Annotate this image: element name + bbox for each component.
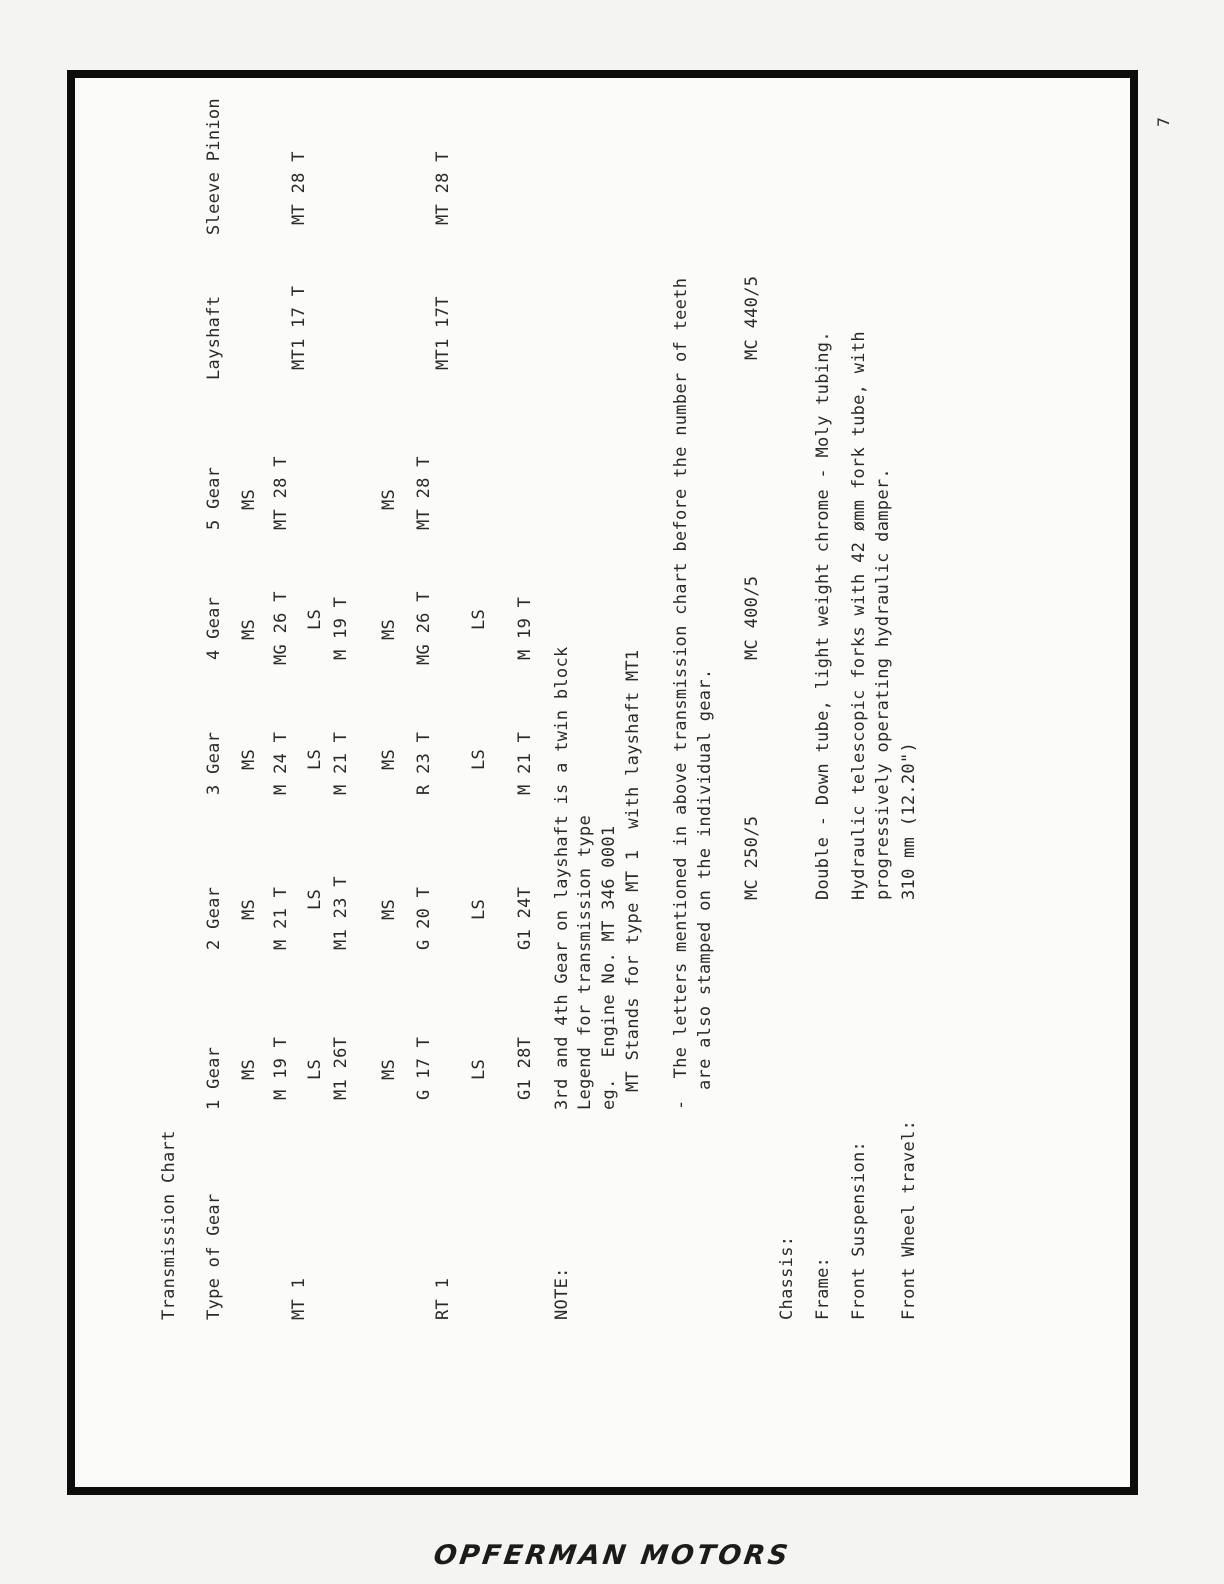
rotated-document-content <box>159 100 919 1320</box>
mt1-4-gear-teeth: MG 26 T <box>271 591 291 665</box>
frame-value: Double - Down tube, light weight chrome - Moly tubing. <box>813 331 833 900</box>
mt1-2-gear-ms: MS <box>239 898 259 920</box>
rt1-sleeve-pinion: MT 28 T <box>433 151 453 225</box>
frame-label: Frame: <box>813 1256 833 1320</box>
rt1-4-gear-ls-teeth: M 19 T <box>515 596 535 660</box>
mt1-2-gear-ls-teeth: M1 23 T <box>331 876 351 950</box>
page-number: 7 <box>1154 116 1173 128</box>
note-line-1: 3rd and 4th Gear on layshaft is a twin block <box>552 646 572 1110</box>
front-suspension-line-1: Hydraulic telescopic forks with 42 ømm fork tube, with <box>849 331 869 900</box>
model-mc-440: MC 440/5 <box>742 275 762 360</box>
transmission-chart-title: Transmission Chart <box>159 1130 179 1320</box>
rt1-2-gear-ls: LS <box>469 898 489 920</box>
mt1-1-gear-ls: LS <box>305 1058 325 1080</box>
rt1-3-gear-ms: MS <box>379 748 399 770</box>
mt1-5-gear-ms: MS <box>239 488 259 510</box>
rt1-label: RT 1 <box>433 1277 453 1320</box>
mt1-sleeve-pinion: MT 28 T <box>289 151 309 225</box>
mt1-3-gear-ls: LS <box>305 748 325 770</box>
mt1-3-gear-ls-teeth: M 21 T <box>331 731 351 795</box>
note-dash-line-2: are also stamped on the individual gear. <box>695 668 715 1090</box>
header-1-gear: 1 Gear <box>204 1046 224 1110</box>
rt1-2-gear-ls-teeth: G1 24T <box>515 886 535 950</box>
front-wheel-travel-label: Front Wheel travel: <box>899 1119 919 1320</box>
mt1-label: MT 1 <box>289 1277 309 1320</box>
mt1-1-gear-ms: MS <box>239 1058 259 1080</box>
rt1-1-gear-ms: MS <box>379 1058 399 1080</box>
rt1-2-gear-teeth: G 20 T <box>414 886 434 950</box>
model-mc-400: MC 400/5 <box>742 575 762 660</box>
header-layshaft: Layshaft <box>204 295 224 380</box>
header-2-gear: 2 Gear <box>204 886 224 950</box>
rt1-1-gear-teeth: G 17 T <box>414 1036 434 1100</box>
rt1-4-gear-teeth: MG 26 T <box>414 591 434 665</box>
rt1-layshaft: MT1 17T <box>433 296 453 370</box>
note-label: NOTE: <box>552 1267 572 1320</box>
header-3-gear: 3 Gear <box>204 731 224 795</box>
mt1-4-gear-ls: LS <box>305 608 325 630</box>
header-5-gear: 5 Gear <box>204 466 224 530</box>
rt1-3-gear-teeth: R 23 T <box>414 731 434 795</box>
rt1-4-gear-ls: LS <box>469 608 489 630</box>
mt1-layshaft: MT1 17 T <box>289 285 309 370</box>
mt1-2-gear-ls: LS <box>305 888 325 910</box>
note-line-3: eg. Engine No. MT 346 0001 <box>599 825 619 1110</box>
mt1-5-gear-teeth: MT 28 T <box>271 456 291 530</box>
mt1-4-gear-ls-teeth: M 19 T <box>331 596 351 660</box>
mt1-1-gear-teeth: M 19 T <box>271 1036 291 1100</box>
mt1-3-gear-teeth: M 24 T <box>271 731 291 795</box>
header-4-gear: 4 Gear <box>204 596 224 660</box>
note-dash-line-1: - The letters mentioned in above transmission chart before the number of teeth <box>671 277 691 1110</box>
mt1-3-gear-ms: MS <box>239 748 259 770</box>
mt1-1-gear-ls-teeth: M1 26T <box>331 1036 351 1100</box>
rt1-5-gear-ms: MS <box>379 488 399 510</box>
rt1-1-gear-ls: LS <box>469 1058 489 1080</box>
front-suspension-label: Front Suspension: <box>849 1140 869 1320</box>
rt1-5-gear-teeth: MT 28 T <box>414 456 434 530</box>
header-sleeve-pinion: Sleeve Pinion <box>204 98 224 235</box>
note-line-2: Legend for transmission type <box>575 815 595 1110</box>
front-suspension-line-2: progressively operating hydraulic damper. <box>873 468 893 900</box>
brand-logo: OPFERMAN MOTORS <box>431 1540 793 1571</box>
rt1-1-gear-ls-teeth: G1 28T <box>515 1036 535 1100</box>
rt1-4-gear-ms: MS <box>379 618 399 640</box>
rt1-3-gear-ls-teeth: M 21 T <box>515 731 535 795</box>
header-type-of-gear: Type of Gear <box>204 1193 224 1320</box>
model-mc-250: MC 250/5 <box>742 815 762 900</box>
mt1-2-gear-teeth: M 21 T <box>271 886 291 950</box>
front-wheel-travel-value: 310 mm (12.20") <box>899 741 919 900</box>
note-line-4: MT Stands for type MT 1 with layshaft MT1 <box>623 649 643 1092</box>
rt1-2-gear-ms: MS <box>379 898 399 920</box>
mt1-4-gear-ms: MS <box>239 618 259 640</box>
rt1-3-gear-ls: LS <box>469 748 489 770</box>
chassis-label: Chassis: <box>777 1235 797 1320</box>
